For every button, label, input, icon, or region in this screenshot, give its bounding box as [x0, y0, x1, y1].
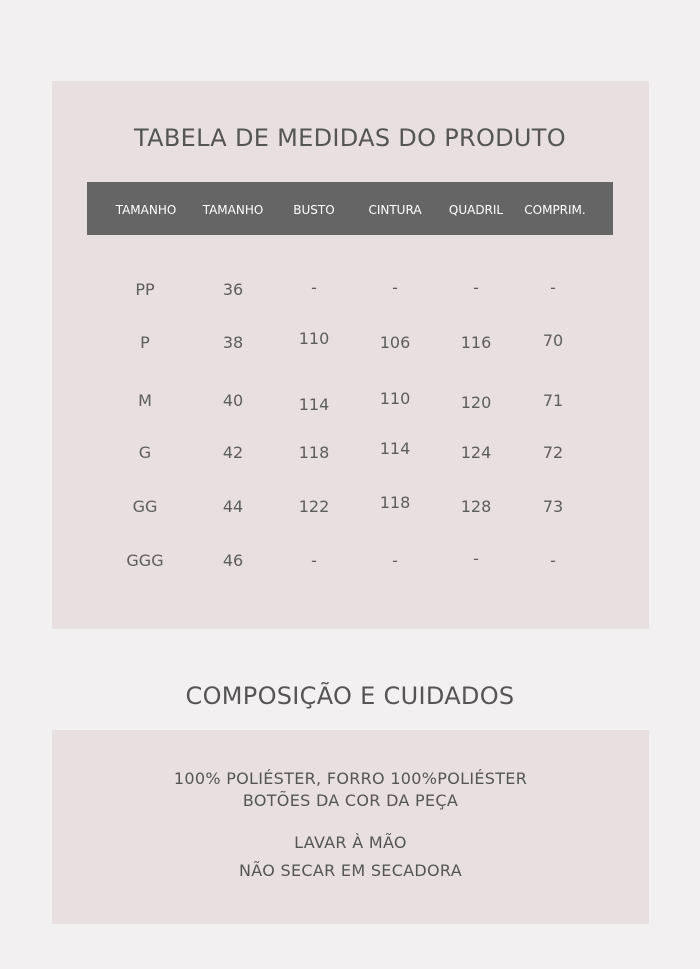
table-cell-length: 72 — [542, 443, 564, 462]
table-cell-length: - — [550, 278, 556, 297]
table-cell-hip: 120 — [460, 393, 492, 412]
table-cell-bust: 122 — [298, 497, 330, 516]
table-cell-size-number: 42 — [222, 443, 244, 462]
table-cell-hip: 116 — [460, 333, 492, 352]
wash-instruction: LAVAR À MÃO — [294, 833, 407, 852]
size-table-header — [87, 182, 613, 235]
table-cell-size-number: 38 — [222, 333, 244, 352]
table-cell-size-label: P — [140, 333, 150, 352]
table-cell-hip: 124 — [460, 443, 492, 462]
table-cell-size-number: 36 — [222, 280, 244, 299]
table-cell-hip: 128 — [460, 497, 492, 516]
header-cell-tamanho-numeric: TAMANHO — [202, 203, 264, 217]
table-cell-bust: 118 — [298, 443, 330, 462]
care-panel — [52, 730, 649, 924]
composition-line: 100% POLIÉSTER, FORRO 100%POLIÉSTER — [173, 769, 528, 788]
table-cell-length: 70 — [542, 331, 564, 350]
table-cell-waist: 110 — [379, 389, 411, 408]
table-cell-bust: - — [311, 551, 317, 570]
table-cell-bust: 114 — [298, 395, 330, 414]
table-cell-length: 71 — [542, 391, 564, 410]
buttons-line: BOTÕES DA COR DA PEÇA — [242, 791, 459, 810]
table-cell-hip: - — [473, 278, 479, 297]
care-section-title: COMPOSIÇÃO E CUIDADOS — [185, 682, 515, 710]
table-cell-hip: - — [473, 549, 479, 568]
dry-instruction: NÃO SECAR EM SECADORA — [239, 861, 462, 880]
header-cell-tamanho: TAMANHO — [115, 203, 177, 217]
size-table-title: TABELA DE MEDIDAS DO PRODUTO — [134, 124, 566, 152]
table-cell-bust: 110 — [298, 329, 330, 348]
table-cell-size-number: 44 — [222, 497, 244, 516]
table-cell-bust: - — [311, 278, 317, 297]
header-cell-busto: BUSTO — [293, 203, 335, 217]
table-cell-size-label: PP — [135, 280, 155, 299]
header-cell-quadril: QUADRIL — [448, 203, 504, 217]
table-cell-size-label: GG — [132, 497, 158, 516]
table-cell-waist: - — [392, 551, 398, 570]
table-cell-length: 73 — [542, 497, 564, 516]
table-cell-waist: - — [392, 278, 398, 297]
table-cell-size-label: M — [138, 391, 152, 410]
table-cell-waist: 106 — [379, 333, 411, 352]
table-cell-size-number: 40 — [222, 391, 244, 410]
header-cell-comprim: COMPRIM. — [524, 203, 586, 217]
header-cell-cintura: CINTURA — [368, 203, 422, 217]
table-cell-size-label: GGG — [126, 551, 164, 570]
table-cell-length: - — [550, 551, 556, 570]
table-cell-waist: 114 — [379, 439, 411, 458]
size-table-panel — [52, 81, 649, 629]
table-cell-size-number: 46 — [222, 551, 244, 570]
table-cell-waist: 118 — [379, 493, 411, 512]
table-cell-size-label: G — [138, 443, 152, 462]
